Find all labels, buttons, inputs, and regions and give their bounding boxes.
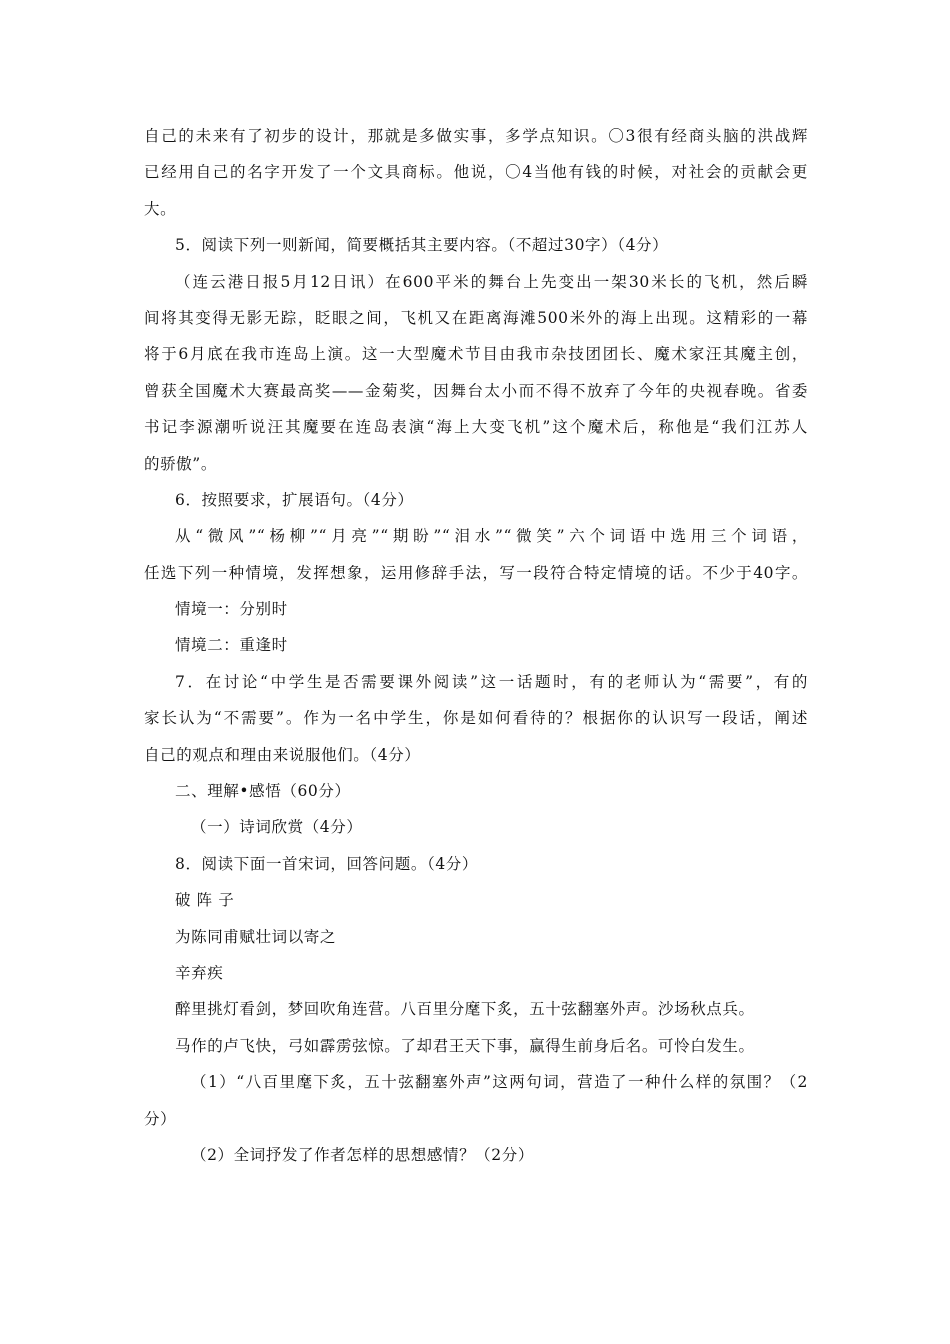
text-line: 已经用自己的名字开发了一个文具商标。他说，〇4当他有钱的时候，对社会的贡献会更: [144, 163, 808, 182]
news-paragraph-line: 曾获全国魔术大赛最高奖——金菊奖，因舞台太小而不得不放弃了今年的央视春晚。省委: [144, 381, 808, 400]
subsection-heading: （一）诗词欣赏（4分）: [191, 818, 363, 837]
news-paragraph-line: 书记李源潮听说汪其魔要在连岛表演“海上大变飞机”这个魔术后，称他是“我们江苏人: [144, 418, 808, 437]
poem-title: 破 阵 子: [175, 891, 235, 910]
question-5-prompt: 5．阅读下列一则新闻，简要概括其主要内容。（不超过30字）（4分）: [175, 236, 669, 255]
question-7-prompt: 自己的观点和理由来说服他们。（4分）: [144, 745, 421, 764]
poem-stanza-1: 醉里挑灯看剑，梦回吹角连营。八百里分麾下炙，五十弦翻塞外声。沙场秋点兵。: [175, 1000, 755, 1019]
question-8-prompt: 8．阅读下面一首宋词，回答问题。（4分）: [175, 854, 478, 873]
document-page: [144, 118, 808, 1173]
question-8-2: （2）全词抒发了作者怎样的思想感情？（2分）: [191, 1145, 534, 1164]
question-8-1: 分）: [144, 1109, 177, 1128]
text-line: 大。: [144, 199, 177, 218]
text-line: 自己的未来有了初步的设计，那就是多做实事，多学点知识。〇3很有经商头脑的洪战辉: [144, 127, 808, 145]
news-paragraph-line: （连云港日报5月12日讯）在600平米的舞台上先变出一架30米长的飞机，然后瞬: [175, 272, 808, 291]
section-heading: 二、理解•感悟（60分）: [175, 782, 351, 801]
question-8-1: （1）“八百里麾下炙，五十弦翻塞外声”这两句词，营造了一种什么样的氛围？（2: [191, 1073, 808, 1092]
question-6-instruction: 任选下列一种情境，发挥想象，运用修辞手法，写一段符合特定情境的话。不少于40字。: [144, 563, 808, 582]
poem-stanza-2: 马作的卢飞快，弓如霹雳弦惊。了却君王天下事，赢得生前身后名。可怜白发生。: [175, 1036, 755, 1055]
scenario-two: 情境二：重逢时: [175, 636, 288, 655]
poem-subtitle: 为陈同甫赋壮词以寄之: [175, 927, 337, 946]
poem-author: 辛弃疾: [175, 963, 224, 982]
question-6-instruction: 从“微风”“杨柳”“月亮”“期盼”“泪水”“微笑”六个词语中选用三个词语，: [175, 527, 808, 546]
question-6-prompt: 6．按照要求，扩展语句。（4分）: [175, 490, 414, 509]
news-paragraph-line: 将于6月底在我市连岛上演。这一大型魔术节目由我市杂技团团长、魔术家汪其魔主创，: [144, 345, 808, 364]
scenario-one: 情境一：分别时: [175, 600, 288, 619]
news-paragraph-line: 的骄傲”。: [144, 454, 217, 473]
question-7-prompt: 7．在讨论“中学生是否需要课外阅读”这一话题时，有的老师认为“需要”，有的: [175, 672, 808, 691]
question-7-prompt: 家长认为“不需要”。作为一名中学生，你是如何看待的？根据你的认识写一段话，阐述: [144, 709, 808, 728]
news-paragraph-line: 间将其变得无影无踪，眨眼之间，飞机又在距离海滩500米外的海上出现。这精彩的一幕: [144, 308, 808, 327]
